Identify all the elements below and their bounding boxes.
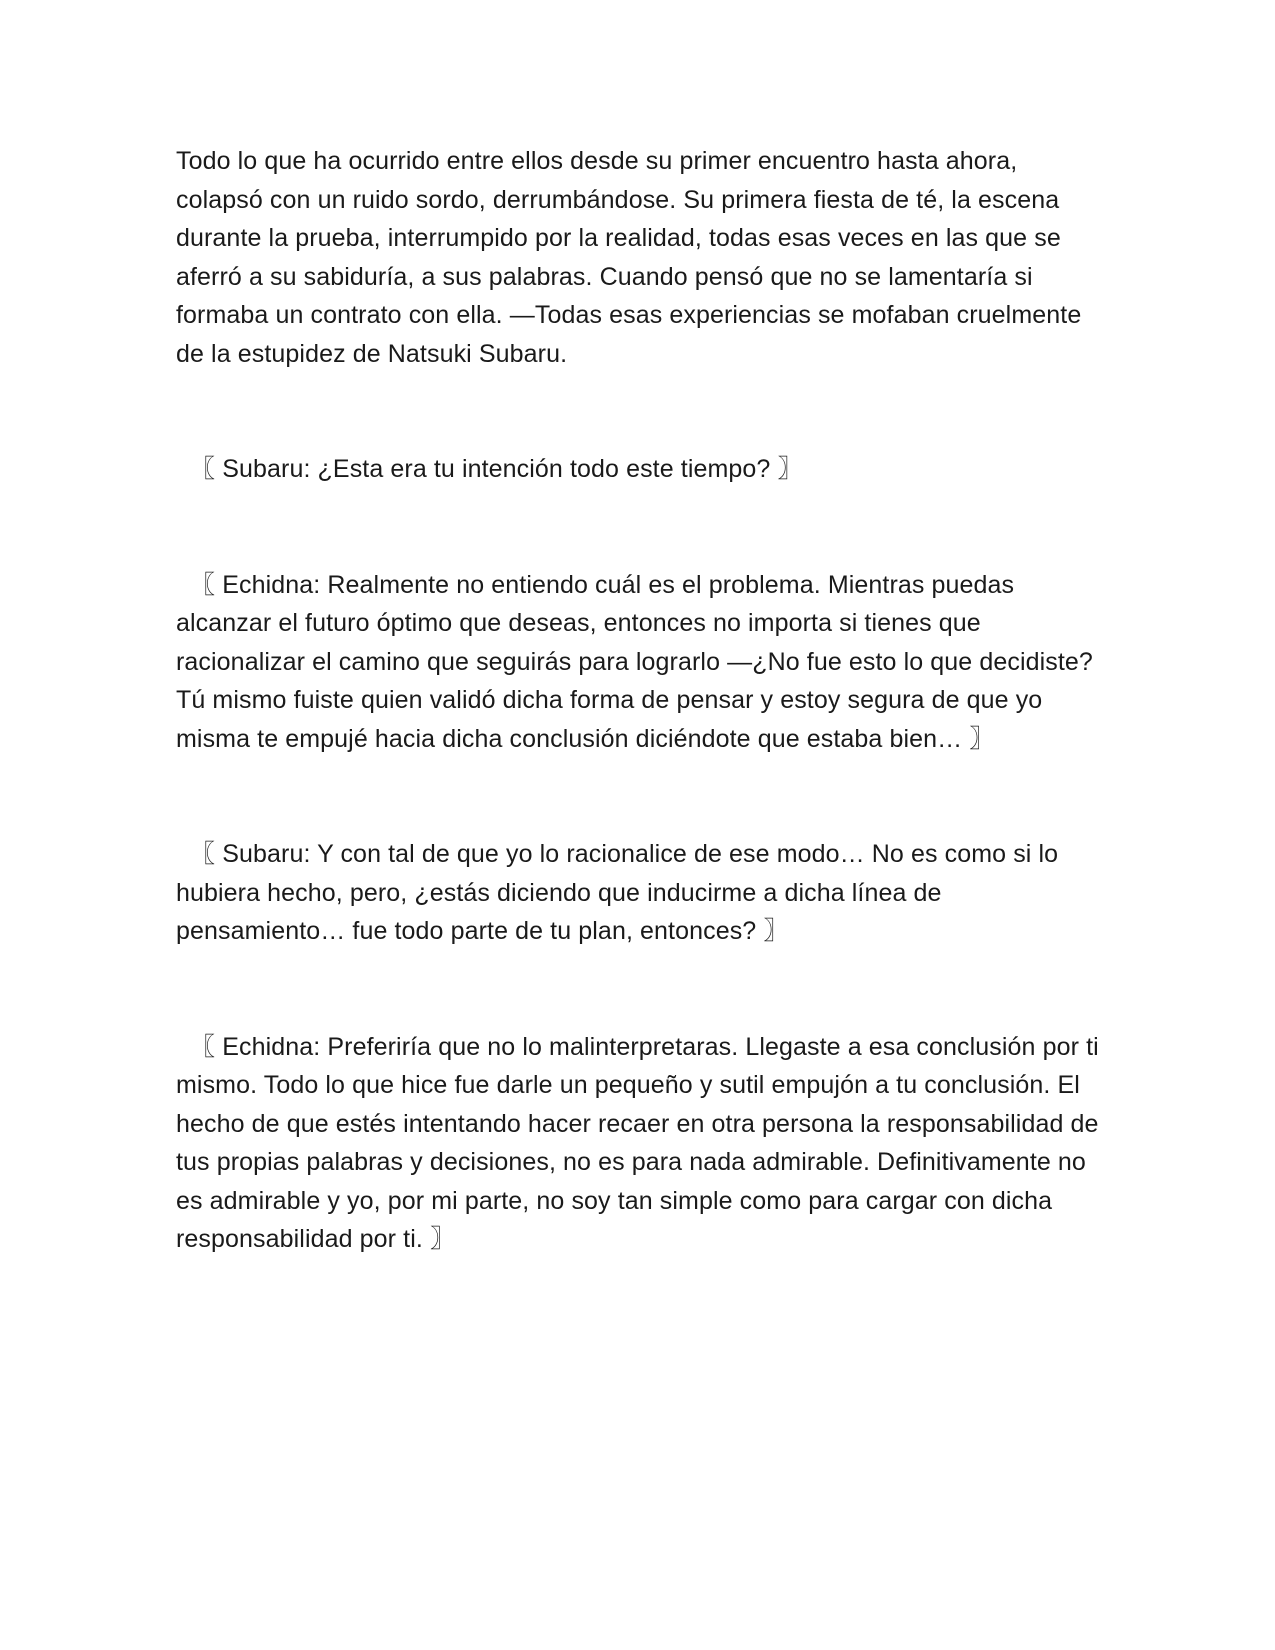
paragraph-gap [176, 758, 1106, 835]
paragraph-gap [176, 373, 1106, 450]
dialogue-echidna-reply: 〖 Echidna: Realmente no entiendo cuál es el problema. Mientras puedas alcanzar el futuro óptimo que deseas, entonces no importa si tienes que racionalizar el camino que seguirás para lograrlo —¿No fue esto lo que decidiste? Tú mismo fuiste quien validó dicha forma de pensar y estoy segura de que yo misma te empujé hacia dicha conclusión diciéndote que estaba bien… 〗 [176, 570, 1093, 753]
dialogue-subaru-followup: 〖 Subaru: Y con tal de que yo lo racionalice de ese modo… No es como si lo hubiera hecho, pero, ¿estás diciendo que inducirme a dicha línea de pensamiento… fue todo parte de tu plan, entonces? 〗 [176, 840, 1059, 945]
dialogue-echidna-final: 〖 Echidna: Preferiría que no lo malinterpretaras. Llegaste a esa conclusión por ti mismo. Todo lo que hice fue darle un pequeño y sutil empujón a tu conclusión. El hecho de que estés intentando hacer recaer en otra persona la responsabilidad de tus propias palabras y decisiones, no es para nada admirable. Definitivamente no es admirable y yo, por mi parte, no soy tan simple como para cargar con dicha responsabilidad por ti. 〗 [176, 1032, 1099, 1253]
document-page [176, 142, 1106, 1259]
narration-paragraph: Todo lo que ha ocurrido entre ellos desde su primer encuentro hasta ahora, colapsó con un ruido sordo, derrumbándose. Su primera fiesta de té, la escena durante la prueba, interrumpido por la realidad, todas esas veces en las que se aferró a su sabiduría, a sus palabras. Cuando pensó que no se lamentaría si formaba un contrato con ella. —Todas esas experiencias se mofaban cruelmente de la estupidez de Natsuki Subaru. [176, 147, 1082, 368]
paragraph-gap [176, 951, 1106, 1028]
dialogue-subaru-question: 〖 Subaru: ¿Esta era tu intención todo este tiempo? 〗 [176, 455, 803, 483]
paragraph-gap [176, 489, 1106, 566]
